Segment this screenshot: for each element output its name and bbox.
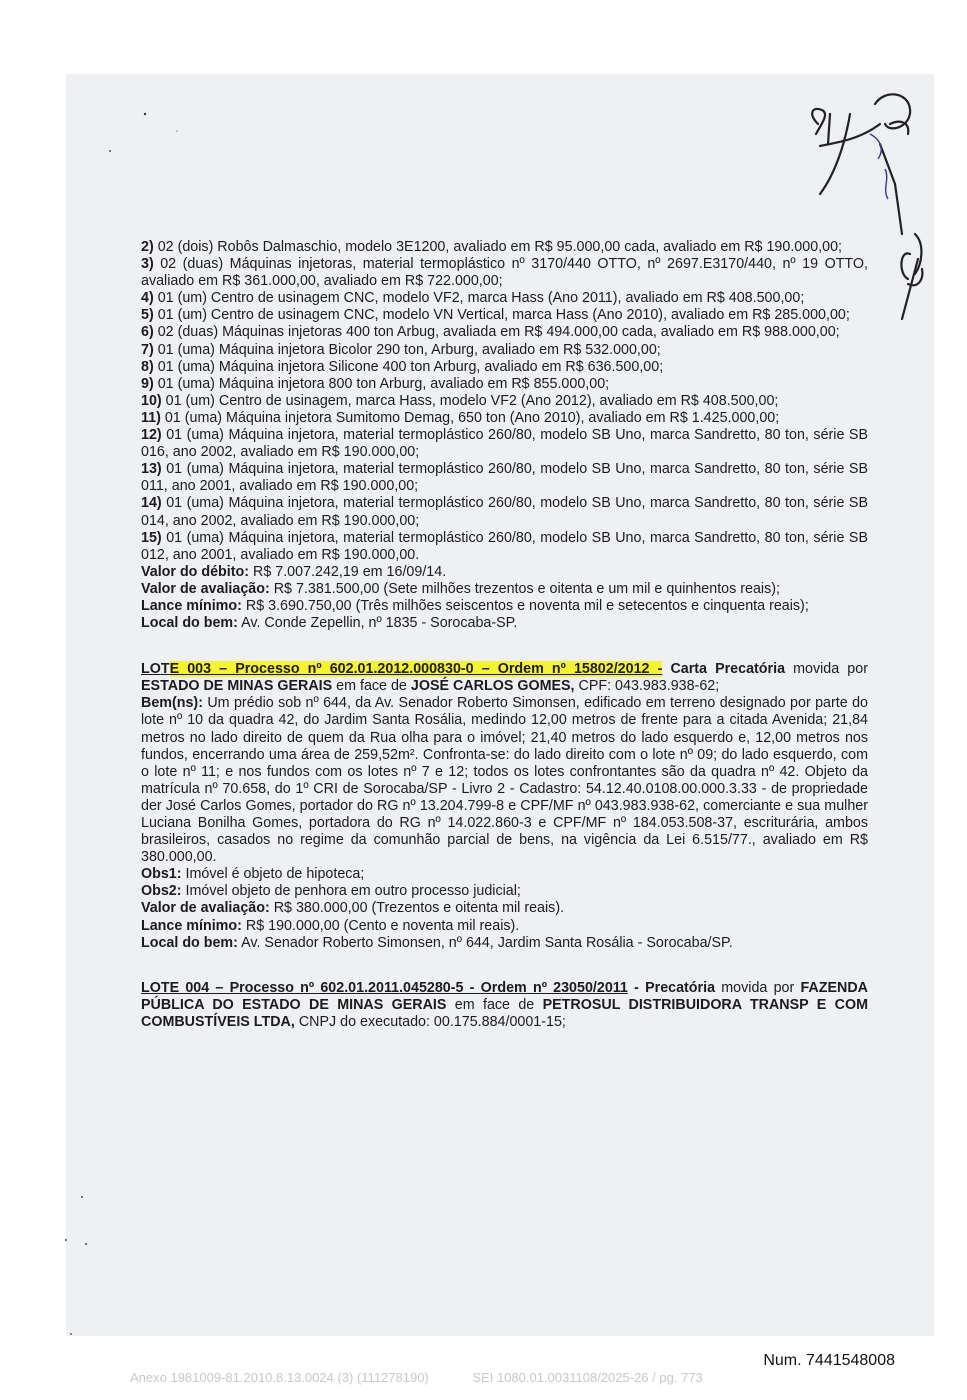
item-number: 11) [141,409,161,426]
item-number: 9) [141,375,154,392]
lote4-heading: LOTE 004 – Processo nº 602.01.2011.045280-5 - Ordem nº 23050/2011 - Precatória movida por FAZENDA PÚBLICA DO ESTADO DE MINAS GERAIS em face de PETROSUL DISTRIBUIDORA TRANSP E COM COMBUSTÍVEIS LTDA, CNPJ do executado: 00.175.884/0001-15; [141,979,868,1030]
lote3-obs1: Obs1: Imóvel é objeto de hipoteca; [141,866,365,883]
list-item [141,495,868,529]
item-text: 01 (uma) Máquina injetora, material termoplástico 260/80, modelo SB Uno, marca Sandretto, 80 ton, série SB 014, ano 2002, avaliado em R$ 190.000,00; [141,495,868,529]
item-text: 01 (uma) Máquina injetora Silicone 400 ton Arburg, avaliado em R$ 636.500,00; [157,358,664,375]
footer-watermark [130,1370,743,1385]
list-item [141,342,868,359]
item-list [141,239,868,564]
annex-reference: Anexo 1981009-81.2010.8.13.0024 (3) (111278190) [130,1370,429,1385]
item-number: 14) [141,495,162,512]
item-number: 8) [141,358,154,375]
lote2-debito: Valor do débito: R$ 7.007.242,19 em 16/09/14. [141,563,447,580]
lote3-avaliacao: Valor de avaliação: R$ 380.000,00 (Trezentos e oitenta mil reais). [141,900,565,917]
list-item [141,239,868,256]
item-number: 4) [141,290,154,307]
lote2-local: Local do bem: Av. Conde Zepellin, nº 1835 - Sorocaba-SP. [141,615,518,632]
lote2-avaliacao: Valor de avaliação: R$ 7.381.500,00 (Sete milhões trezentos e oitenta e um mil e quinhentos reais); [141,580,780,597]
list-item [141,307,868,324]
lote3-lance: Lance mínimo: R$ 190.000,00 (Cento e noventa mil reais). [141,917,520,934]
item-text: 01 (uma) Máquina injetora Bicolor 290 ton, Arburg, avaliado em R$ 532.000,00; [157,341,661,358]
item-text: 01 (uma) Máquina injetora 800 ton Arburg, avaliado em R$ 855.000,00; [157,375,610,392]
item-text: 01 (um) Centro de usinagem, marca Hass, modelo VF2 (Ano 2012), avaliado em R$ 408.500,00; [165,392,779,409]
item-number: 10) [141,392,162,409]
item-number: 12) [141,427,162,444]
list-item [141,376,868,393]
lote2-lance: Lance mínimo: R$ 3.690.750,00 (Três milhões seiscentos e noventa mil e setecentos e cinquenta reais); [141,597,809,614]
item-text: 01 (um) Centro de usinagem CNC, modelo VF2, marca Hass (Ano 2011), avaliado em R$ 408.500,00; [157,290,805,307]
list-item [141,393,868,410]
item-number: 6) [141,324,154,341]
item-number: 15) [141,529,162,546]
sei-reference: SEI 1080.01.0031108/2025-26 / pg. 773 [472,1370,703,1385]
list-item [141,256,868,290]
lote3-obs2: Obs2: Imóvel objeto de penhora em outro processo judicial; [141,883,521,900]
item-text: 02 (duas) Máquinas injetoras 400 ton Arbug, avaliada em R$ 494.000,00 cada, avaliado em R$ 988.000,00; [157,324,840,341]
highlighted-process: E 003 – Processo nº 602.01.2012.000830-0 – Ordem nº 15802/2012 - [169,661,663,678]
item-number: 2) [141,239,154,255]
document-number: Num. 7441548008 [763,1352,895,1369]
item-text: 02 (dois) Robôs Dalmaschio, modelo 3E1200, avaliado em R$ 95.000,00 cada, avaliado em R$ 190.000,00; [157,239,842,255]
item-text: 01 (uma) Máquina injetora Sumitomo Demag, 650 ton (Ano 2010), avaliado em R$ 1.425.000,00; [164,409,780,426]
lote3-bens: Bem(ns): Um prédio sob nº 644, da Av. Senador Roberto Simonsen, edificado em terreno designado por parte do lote nº 10 da quadra 42, do Jardim Santa Rosália, medindo 12,00 metros de frente para a citada Avenida; 21,84 metros no lado direito de quem da Rua olha para o imóvel; 21,40 metros do lado esquerdo e, 12,00 metros nos fundos, encerrando uma área de 259,52m². Confronta-se: do lado direito com o lote nº 09; do lado esquerdo, com o lote nº 11; e nos fundos com os lotes nº 7 e 12; todos os lotes confrontantes são da quadra nº 42. Objeto da matrícula nº 70.658, do 1º CRI de Sorocaba/SP - Livro 2 - Cadastro: 54.12.40.0108.00.000.3.33 - de propriedade der José Carlos Gomes, portador do RG nº 13.204.799-8 e CPF/MF nº 043.983.938-62, comerciante e sua mulher Luciana Bonilha Gomes, portadora do RG nº 14.022.860-3 e CPF/MF nº 184.053.508-37, escriturária, ambos brasileiros, casados no regime da comunhão parcial de bens, na vigência da Lei 6.515/77., avaliado em R$ 380.000,00. [141,695,868,866]
item-text: 01 (uma) Máquina injetora, material termoplástico 260/80, modelo SB Uno, marca Sandretto, 80 ton, série SB 011, ano 2001, avaliado em R$ 190.000,00; [141,461,868,495]
item-text: 01 (uma) Máquina injetora, material termoplástico 260/80, modelo SB Uno, marca Sandretto, 80 ton, série SB 016, ano 2002, avaliado em R$ 190.000,00; [141,427,868,461]
item-text: 01 (um) Centro de usinagem CNC, modelo VN Vertical, marca Hass (Ano 2010), avaliado em R$ 285.000,00; [157,307,850,324]
list-item [141,410,868,427]
item-text: 02 (duas) Máquinas injetoras, material termoplástico nº 3170/440 OTTO, nº 2697.E3170/440, nº 19 OTTO, avaliado em R$ 361.000,00, avaliado em R$ 722.000,00; [141,256,868,290]
item-number: 13) [141,461,162,478]
lote3-local: Local do bem: Av. Senador Roberto Simonsen, nº 644, Jardim Santa Rosália - Sorocaba/SP. [141,934,733,951]
list-item [141,359,868,376]
item-number: 7) [141,341,154,358]
list-item [141,530,868,564]
item-number: 5) [141,307,154,324]
list-item [141,290,868,307]
document-body [141,239,868,1031]
list-item [141,324,868,341]
item-text: 01 (uma) Máquina injetora, material termoplástico 260/80, modelo SB Uno, marca Sandretto, 80 ton, série SB 012, ano 2001, avaliado em R$ 190.000,00. [141,529,868,563]
list-item [141,461,868,495]
list-item [141,427,868,461]
lote3-heading: LOTE 003 – Processo nº 602.01.2012.000830-0 – Ordem nº 15802/2012 - Carta Precatória movida por ESTADO DE MINAS GERAIS em face de JOSÉ CARLOS GOMES, CPF: 043.983.938-62; [141,661,868,695]
item-number: 3) [141,256,154,273]
